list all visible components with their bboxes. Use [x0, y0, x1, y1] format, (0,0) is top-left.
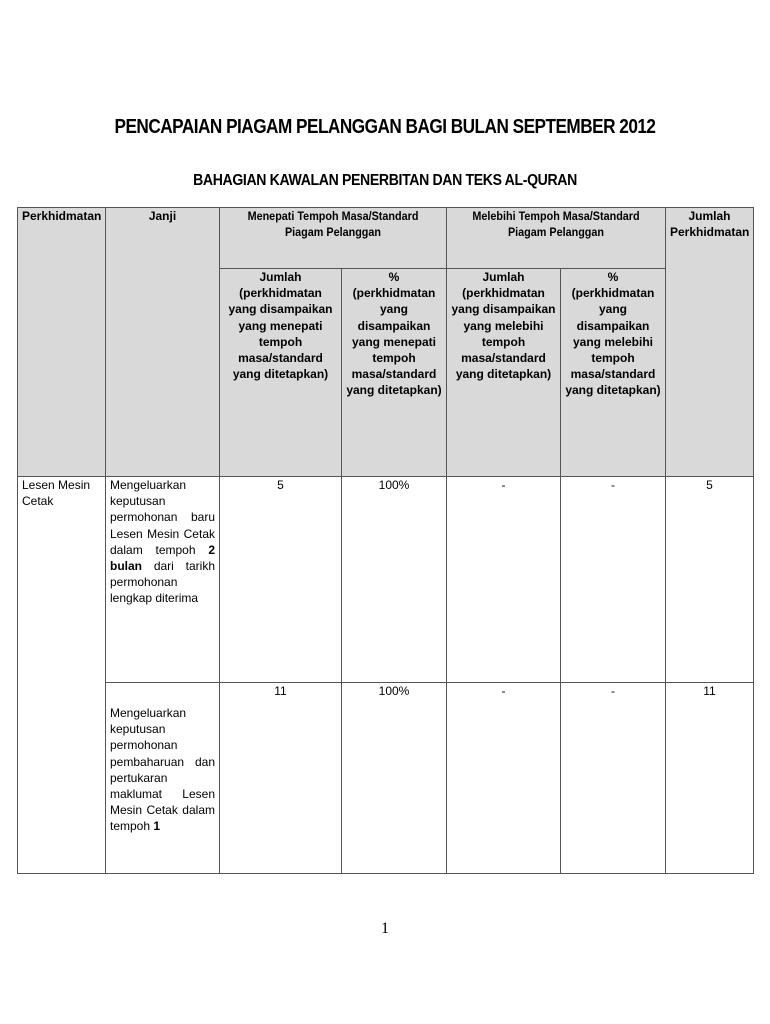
header-perkhidmatan: Perkhidmatan — [18, 208, 106, 477]
cell-jumlah: 5 — [666, 477, 754, 683]
cell-janji: Mengeluarkan keputusan permohonan pembaharuan dan pertukaran maklumat Lesen Mesin Cetak dalam tempoh 1 — [106, 683, 220, 874]
table-row — [18, 683, 754, 874]
document-subtitle: BAHAGIAN KAWALAN PENERBITAN DAN TEKS AL-QURAN — [193, 172, 577, 189]
header-menepati-group: Menepati Tempoh Masa/Standard Piagam Pelanggan — [220, 208, 447, 269]
cell-menepati-peratus: 100% — [342, 477, 447, 683]
cell-melebihi-jumlah: - — [447, 477, 561, 683]
header-melebihi-group: Melebihi Tempoh Masa/Standard Piagam Pelanggan — [447, 208, 666, 269]
cell-jumlah: 11 — [666, 683, 754, 874]
cell-melebihi-peratus: - — [561, 477, 666, 683]
header-janji: Janji — [106, 208, 220, 477]
cell-janji: Mengeluarkan keputusan permohonan baru Lesen Mesin Cetak dalam tempoh 2 bulan dari tarikh permohonan lengkap diterima — [106, 477, 220, 683]
cell-perkhidmatan: Lesen Mesin Cetak — [18, 477, 106, 874]
header-jumlah-perkhidmatan: Jumlah Perkhidmatan — [666, 208, 754, 477]
page-number: 1 — [381, 920, 389, 937]
header-melebihi-jumlah: Jumlah (perkhidmatan yang disampaikan yang melebihi tempoh masa/standard yang ditetapkan) — [447, 269, 561, 477]
cell-melebihi-jumlah: - — [447, 683, 561, 874]
document-title: PENCAPAIAN PIAGAM PELANGGAN BAGI BULAN SEPTEMBER 2012 — [114, 116, 656, 138]
cell-menepati-peratus: 100% — [342, 683, 447, 874]
cell-menepati-jumlah: 5 — [220, 477, 342, 683]
table-row — [18, 477, 754, 683]
header-menepati-jumlah: Jumlah (perkhidmatan yang disampaikan yang menepati tempoh masa/standard yang ditetapkan) — [220, 269, 342, 477]
header-row-top — [18, 208, 754, 269]
header-menepati-peratus: % (perkhidmatan yang disampaikan yang menepati tempoh masa/standard yang ditetapkan) — [342, 269, 447, 477]
cell-melebihi-peratus: - — [561, 683, 666, 874]
header-melebihi-peratus: % (perkhidmatan yang disampaikan yang melebihi tempoh masa/standard yang ditetapkan) — [561, 269, 666, 477]
cell-menepati-jumlah: 11 — [220, 683, 342, 874]
customer-charter-table — [17, 207, 754, 874]
